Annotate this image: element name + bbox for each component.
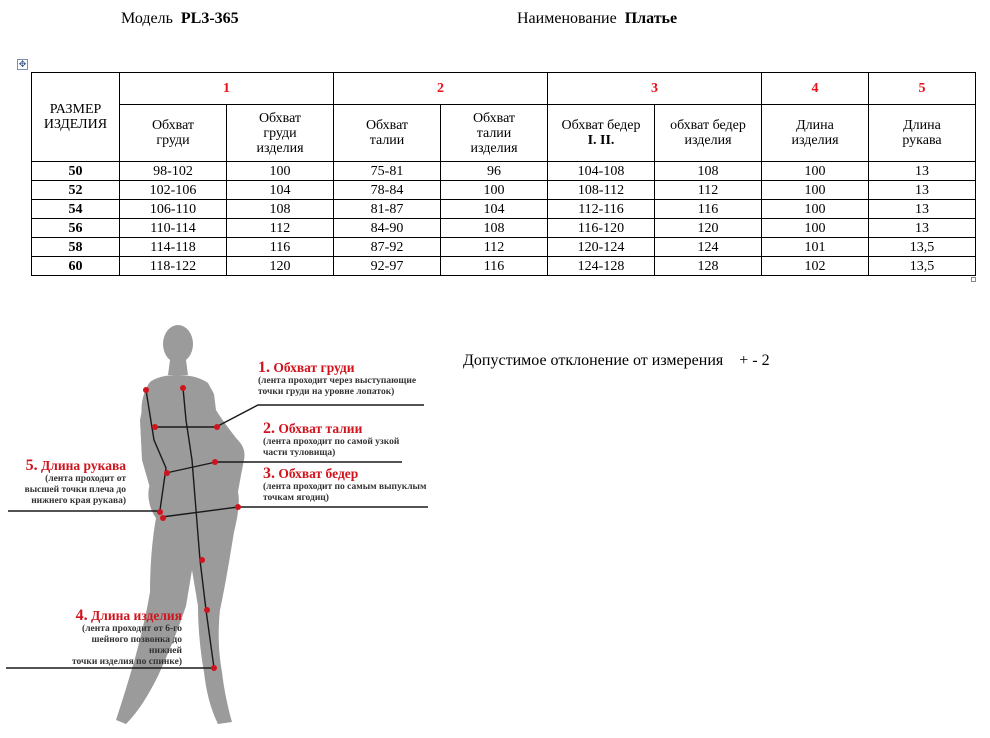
table-cell: 13,5 xyxy=(869,238,976,257)
size-cell: 60 xyxy=(32,257,120,276)
size-header: РАЗМЕР ИЗДЕЛИЯ xyxy=(43,102,108,132)
table-cell: 114-118 xyxy=(120,238,227,257)
column-header xyxy=(548,105,655,162)
size-cell: 52 xyxy=(32,181,120,200)
table-cell: 112-116 xyxy=(548,200,655,219)
table-resize-handle[interactable] xyxy=(971,277,976,282)
annotation-title: Обхват груди xyxy=(273,360,355,375)
table-cell: 13 xyxy=(869,219,976,238)
group-number-3: 3 xyxy=(548,73,762,105)
annotation-line: высшей точки плеча до xyxy=(24,485,126,495)
column-header-line: изделия xyxy=(256,140,304,156)
annotation-line: (лента проходит от 6-го xyxy=(82,624,182,634)
table-cell: 120 xyxy=(227,257,334,276)
annotation-line: точкам ягодиц) xyxy=(263,493,329,503)
table-cell: 128 xyxy=(655,257,762,276)
annotation-title: Длина изделия xyxy=(91,608,182,623)
table-cell: 108 xyxy=(441,219,548,238)
table-cell: 118-122 xyxy=(120,257,227,276)
table-cell: 106-110 xyxy=(120,200,227,219)
column-header xyxy=(441,105,548,162)
column-header-line: Длина xyxy=(903,118,941,133)
annotation-hips xyxy=(263,466,426,504)
tolerance-note: Допустимое отклонение от измерения + - 2 xyxy=(463,352,770,369)
model-value: PL3-365 xyxy=(180,10,239,27)
annotation-title: Длина рукава xyxy=(41,458,126,473)
column-header-line: обхват бедер xyxy=(670,118,746,133)
table-cell: 100 xyxy=(227,162,334,181)
column-header-line: Обхват xyxy=(472,110,516,126)
annotation-number: 2. xyxy=(263,420,275,437)
column-header-line: Длина xyxy=(796,118,834,133)
column-header-line: изделия xyxy=(470,140,518,156)
table-cell: 104-108 xyxy=(548,162,655,181)
annotation-line: части туловища) xyxy=(263,448,336,458)
annotation-garment-length xyxy=(60,608,182,668)
name-label: Наименование xyxy=(517,10,617,27)
table-cell: 112 xyxy=(655,181,762,200)
annotation-line: (лента проходит по самым выпуклым xyxy=(263,482,427,492)
table-cell: 104 xyxy=(227,181,334,200)
table-row xyxy=(32,219,976,238)
table-cell: 120-124 xyxy=(548,238,655,257)
table-cell: 100 xyxy=(762,219,869,238)
annotation-line: шейного позвонка до нижней xyxy=(91,635,182,656)
size-table xyxy=(31,72,976,276)
table-cell: 13,5 xyxy=(869,257,976,276)
table-cell: 13 xyxy=(869,200,976,219)
table-cell: 108-112 xyxy=(548,181,655,200)
size-cell: 50 xyxy=(32,162,120,181)
table-row xyxy=(32,162,976,181)
table-cell: 108 xyxy=(655,162,762,181)
table-cell: 112 xyxy=(227,219,334,238)
annotation-number: 3. xyxy=(263,465,275,482)
annotation-number: 4. xyxy=(75,607,88,624)
table-cell: 116-120 xyxy=(548,219,655,238)
annotation-line: нижнего края рукава) xyxy=(31,496,126,506)
column-header xyxy=(655,105,762,162)
table-cell: 96 xyxy=(441,162,548,181)
annotation-bust xyxy=(258,360,416,398)
table-row xyxy=(32,238,976,257)
annotation-line: (лента проходит через выступающие xyxy=(258,376,417,386)
table-cell: 112 xyxy=(441,238,548,257)
annotation-sleeve-length xyxy=(8,458,126,507)
table-cell: 102-106 xyxy=(120,181,227,200)
table-cell: 120 xyxy=(655,219,762,238)
column-header-line: I. II. xyxy=(587,133,615,148)
column-header-line: груди xyxy=(156,133,190,148)
size-header-cell xyxy=(32,73,120,162)
annotation-line: (лента проходит от xyxy=(45,474,126,484)
annotation-title: Обхват талии xyxy=(278,421,363,436)
annotation-number: 1. xyxy=(258,359,270,376)
group-number-4: 4 xyxy=(762,73,869,105)
table-row xyxy=(32,257,976,276)
table-cell: 100 xyxy=(762,181,869,200)
column-header xyxy=(120,105,227,162)
size-cell: 58 xyxy=(32,238,120,257)
table-cell: 13 xyxy=(869,162,976,181)
table-cell: 102 xyxy=(762,257,869,276)
model-label: Модель xyxy=(121,10,173,27)
table-cell: 87-92 xyxy=(334,238,441,257)
table-cell: 104 xyxy=(441,200,548,219)
table-cell: 124 xyxy=(655,238,762,257)
table-cell: 124-128 xyxy=(548,257,655,276)
size-cell: 56 xyxy=(32,219,120,238)
column-header-line: талии xyxy=(369,133,405,148)
table-row xyxy=(32,200,976,219)
column-header-line: Обхват xyxy=(258,110,302,126)
product-name-line xyxy=(517,10,677,28)
table-cell: 92-97 xyxy=(334,257,441,276)
table-cell: 81-87 xyxy=(334,200,441,219)
annotation-waist xyxy=(263,421,399,459)
table-cell: 75-81 xyxy=(334,162,441,181)
annotation-line: (лента проходит по самой узкой xyxy=(263,437,400,447)
column-header-line: талии xyxy=(476,125,512,141)
column-header xyxy=(334,105,441,162)
size-cell: 54 xyxy=(32,200,120,219)
table-cell: 110-114 xyxy=(120,219,227,238)
model-line xyxy=(121,10,239,28)
annotation-line: точки груди на уровне лопаток) xyxy=(258,387,395,397)
annotation-number: 5. xyxy=(25,457,38,474)
table-cell: 100 xyxy=(762,162,869,181)
group-number-2: 2 xyxy=(334,73,548,105)
column-header-line: рукава xyxy=(902,133,942,148)
column-header-line: изделия xyxy=(684,133,732,148)
column-header xyxy=(869,105,976,162)
annotation-title: Обхват бедер xyxy=(278,466,359,481)
table-cell: 108 xyxy=(227,200,334,219)
table-cell: 116 xyxy=(441,257,548,276)
column-header-line: Обхват бедер xyxy=(561,118,641,133)
column-header-line: груди xyxy=(263,125,297,141)
table-cell: 13 xyxy=(869,181,976,200)
table-row xyxy=(32,181,976,200)
group-number-1: 1 xyxy=(120,73,334,105)
table-cell: 116 xyxy=(655,200,762,219)
group-number-5: 5 xyxy=(869,73,976,105)
column-header xyxy=(227,105,334,162)
table-cell: 101 xyxy=(762,238,869,257)
table-cell: 116 xyxy=(227,238,334,257)
table-cell: 98-102 xyxy=(120,162,227,181)
table-cell: 78-84 xyxy=(334,181,441,200)
column-header xyxy=(762,105,869,162)
name-value: Платье xyxy=(624,10,678,27)
table-cell: 84-90 xyxy=(334,219,441,238)
column-header-line: Обхват xyxy=(151,118,195,133)
table-cell: 100 xyxy=(762,200,869,219)
column-header-line: Обхват xyxy=(365,118,409,133)
table-cell: 100 xyxy=(441,181,548,200)
column-header-line: изделия xyxy=(791,133,839,148)
annotation-line: точки изделия по спинке) xyxy=(71,657,182,667)
table-move-icon[interactable]: ✥ xyxy=(18,60,27,70)
